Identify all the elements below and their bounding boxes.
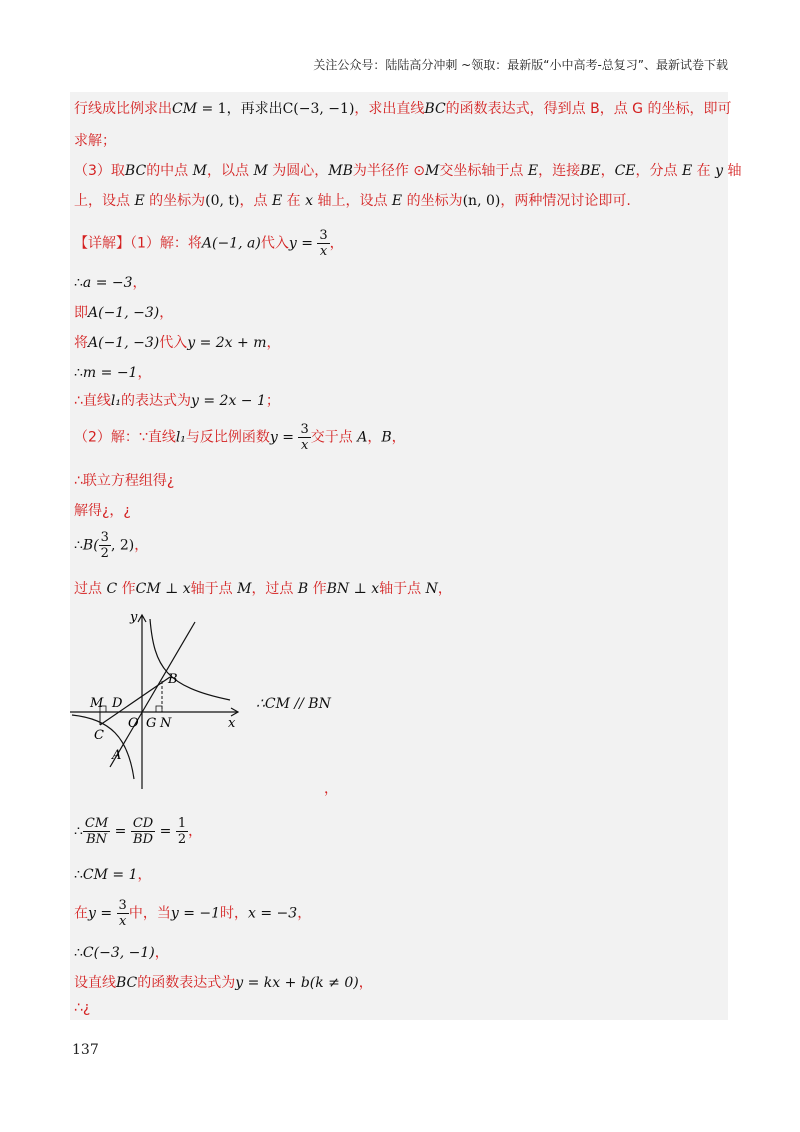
detail-line-3 — [74, 302, 173, 322]
text: 为半径作 ⊙ — [352, 163, 426, 179]
text: 行线成比例求出 — [74, 101, 172, 117]
math: E — [391, 193, 403, 209]
text: ，两种情况讨论即可. — [500, 193, 631, 209]
text: 时， — [220, 905, 249, 922]
label-y: y — [130, 610, 138, 625]
math: y = — [288, 235, 318, 252]
math: CE — [614, 163, 636, 179]
denominator: x — [119, 914, 127, 929]
math: M — [253, 163, 268, 179]
label-d: D — [112, 696, 123, 711]
numerator: CD — [132, 816, 154, 831]
denominator: 2 — [177, 832, 187, 847]
math: y — [715, 163, 724, 179]
fraction — [83, 816, 110, 847]
denominator: BD — [133, 832, 153, 847]
text: 的中点 — [146, 163, 193, 179]
text: 轴上，设点 — [313, 193, 392, 209]
page-header: 关注公众号：陆陆高分冲刺 ~领取：最新版“小中高考-总复习”、最新试卷下载 — [313, 58, 728, 72]
math: E — [271, 193, 283, 209]
math: M — [425, 163, 440, 179]
detail-line-15 — [74, 942, 169, 962]
text: 轴于点 — [190, 581, 238, 597]
text: 上，设点 — [74, 193, 135, 209]
detail-line-4 — [74, 332, 280, 352]
detail-line-1 — [74, 228, 344, 259]
text: 的表达式为 — [121, 393, 192, 409]
detail-line-12 — [74, 816, 202, 847]
text: 作 — [117, 581, 136, 597]
hyperbola-branch-q3 — [72, 715, 134, 779]
analysis-line-4 — [74, 190, 631, 210]
text: 的函数表达式为 — [137, 975, 236, 991]
math: x — [305, 193, 313, 209]
text: 设直线 — [74, 975, 116, 991]
text: ， — [188, 823, 203, 840]
text: 在 — [692, 163, 716, 179]
text: 代入 — [159, 335, 188, 351]
math: (0, t) — [205, 193, 240, 209]
math: BC — [116, 975, 138, 991]
label-x: x — [228, 716, 236, 731]
math: B( — [82, 537, 99, 554]
text: ，以点 — [206, 163, 254, 179]
detail-line-11 — [74, 578, 452, 598]
fraction — [298, 422, 310, 453]
text: ，过点 — [251, 581, 298, 597]
math: = 1，再求出 — [197, 101, 283, 117]
detail-line-2 — [74, 272, 147, 292]
math: (n, 0) — [462, 193, 501, 209]
numerator: 3 — [319, 228, 328, 243]
math: C(−3, −1) — [282, 101, 355, 117]
detail-line-10 — [74, 530, 148, 561]
label-m: M — [90, 696, 104, 711]
math: MB — [328, 163, 353, 179]
text: ， — [159, 305, 174, 321]
math: x = −3 — [248, 905, 298, 922]
right-angle-n — [156, 706, 162, 712]
text: （1）解：将 — [130, 235, 202, 252]
label-c: C — [94, 728, 104, 743]
text: 的函数表达式，得到点 B，点 G 的坐标，即可 — [445, 101, 732, 117]
fraction — [176, 816, 188, 847]
math: CM ⊥ x — [135, 581, 191, 597]
math: , 2) — [110, 537, 135, 554]
text: ∴联立方程组得¿ — [74, 473, 175, 489]
denominator: x — [300, 438, 309, 453]
numerator: 1 — [177, 816, 187, 831]
math: B — [297, 581, 309, 597]
detail-line-16 — [74, 972, 373, 992]
math: A(−1, −3) — [88, 335, 160, 351]
text: 将 — [74, 335, 88, 351]
math: = — [110, 823, 131, 840]
math: y = 2x − 1 — [191, 393, 266, 409]
fraction — [317, 228, 329, 259]
math: BC — [124, 163, 147, 179]
math: BN ⊥ x — [326, 581, 380, 597]
text: 即 — [74, 305, 88, 321]
text: ， — [367, 429, 382, 446]
fraction — [131, 816, 155, 847]
text: 的坐标为 — [144, 193, 206, 209]
text: 与反比例函数 — [185, 429, 270, 446]
math: N — [425, 581, 438, 597]
text: 在 — [74, 905, 88, 922]
text: 的坐标为 — [402, 193, 463, 209]
fraction — [117, 898, 129, 929]
detail-line-17 — [74, 1000, 90, 1016]
label-b: B — [168, 672, 178, 687]
math: M — [192, 163, 207, 179]
text: 轴于点 — [379, 581, 426, 597]
math: C(−3, −1) — [82, 945, 155, 961]
text: ； — [265, 393, 280, 409]
math: ∴ — [74, 275, 83, 291]
math: ∴ — [74, 823, 83, 840]
content-area — [70, 92, 742, 1020]
text: ，连接 — [538, 163, 581, 179]
text: 交坐标轴于点 — [439, 163, 528, 179]
math: ∴ — [74, 537, 83, 554]
text: 作 — [308, 581, 327, 597]
math: E — [681, 163, 693, 179]
analysis-line-3 — [74, 160, 742, 180]
detail-line-7 — [74, 422, 406, 453]
math: A(−1, −3) — [88, 305, 160, 321]
text: ， — [297, 905, 312, 922]
math: a = −3 — [82, 275, 133, 291]
text: 代入 — [260, 235, 289, 252]
text: ， — [132, 275, 147, 291]
analysis-line-1 — [74, 98, 731, 118]
math: CM = 1 — [82, 867, 138, 883]
math: ∴ — [74, 867, 83, 883]
text: 中，当 — [128, 905, 171, 922]
parallel-note: ∴CM // BN — [256, 696, 331, 712]
text: ， — [266, 335, 281, 351]
text: 在 — [282, 193, 306, 209]
text: 为圆心， — [267, 163, 329, 179]
detail-line-9 — [74, 500, 131, 520]
detail-line-14 — [74, 898, 311, 929]
coordinate-graph — [70, 607, 250, 792]
text: ， — [358, 975, 373, 991]
numerator: 3 — [100, 530, 109, 545]
math: ∴ — [74, 365, 83, 381]
numerator: 3 — [118, 898, 127, 913]
text: ， — [391, 429, 406, 446]
math: M — [237, 581, 252, 597]
denominator: BN — [86, 832, 108, 847]
math: y = −1 — [170, 905, 221, 922]
detail-line-8 — [74, 470, 174, 490]
text: ， — [329, 235, 344, 252]
math: CM — [172, 101, 198, 117]
label-g: G — [146, 716, 157, 731]
line-l1 — [110, 622, 195, 767]
denominator: 2 — [100, 546, 109, 561]
math: E — [134, 193, 145, 209]
math: m = −1 — [82, 365, 138, 381]
text: ∴直线 — [74, 393, 111, 409]
math: BE — [580, 163, 601, 179]
text: 轴 — [723, 163, 742, 179]
math: A — [357, 429, 368, 446]
fraction — [99, 530, 111, 561]
math: B — [381, 429, 392, 446]
text: ， — [137, 365, 152, 381]
text: ， — [154, 945, 169, 961]
text: ， — [137, 867, 152, 883]
text: ， — [134, 537, 149, 554]
math: BC — [424, 101, 446, 117]
label-n: N — [160, 716, 172, 731]
detail-tag: 【详解】 — [74, 235, 130, 252]
math: ∴ — [74, 945, 83, 961]
math: = — [155, 823, 176, 840]
text: 解得¿，¿ — [74, 503, 131, 519]
math: A(−1, a) — [201, 235, 261, 252]
detail-line-13 — [74, 864, 152, 884]
text: （2）解：∵直线 — [74, 429, 176, 446]
detail-line-6 — [74, 390, 280, 410]
text: ，求出直线 — [354, 101, 425, 117]
numerator: CM — [84, 816, 109, 831]
math: y = — [269, 429, 299, 446]
analysis-line-2 — [74, 130, 116, 150]
text: ， — [437, 581, 452, 597]
text: 过点 — [74, 581, 107, 597]
label-a: A — [112, 748, 122, 763]
page-number: 137 — [72, 1042, 99, 1058]
text: ，分点 — [635, 163, 682, 179]
stray-comma: ， — [324, 781, 338, 797]
denominator: x — [319, 244, 328, 259]
math: E — [527, 163, 539, 179]
text: （3）取 — [74, 163, 125, 179]
text: ，点 — [239, 193, 272, 209]
text: 求解； — [74, 133, 116, 149]
numerator: 3 — [300, 422, 309, 437]
math: C — [106, 581, 118, 597]
math: l₁ — [175, 429, 186, 446]
math: y = kx + b(k ≠ 0) — [235, 975, 359, 991]
text: ∴¿ — [74, 1000, 91, 1016]
label-o: O — [128, 716, 139, 731]
detail-line-5 — [74, 362, 151, 382]
math: y = 2x + m — [187, 335, 267, 351]
text: ， — [600, 163, 615, 179]
math: y = — [88, 905, 117, 922]
text: 交于点 — [310, 429, 358, 446]
math: l₁ — [110, 393, 122, 409]
